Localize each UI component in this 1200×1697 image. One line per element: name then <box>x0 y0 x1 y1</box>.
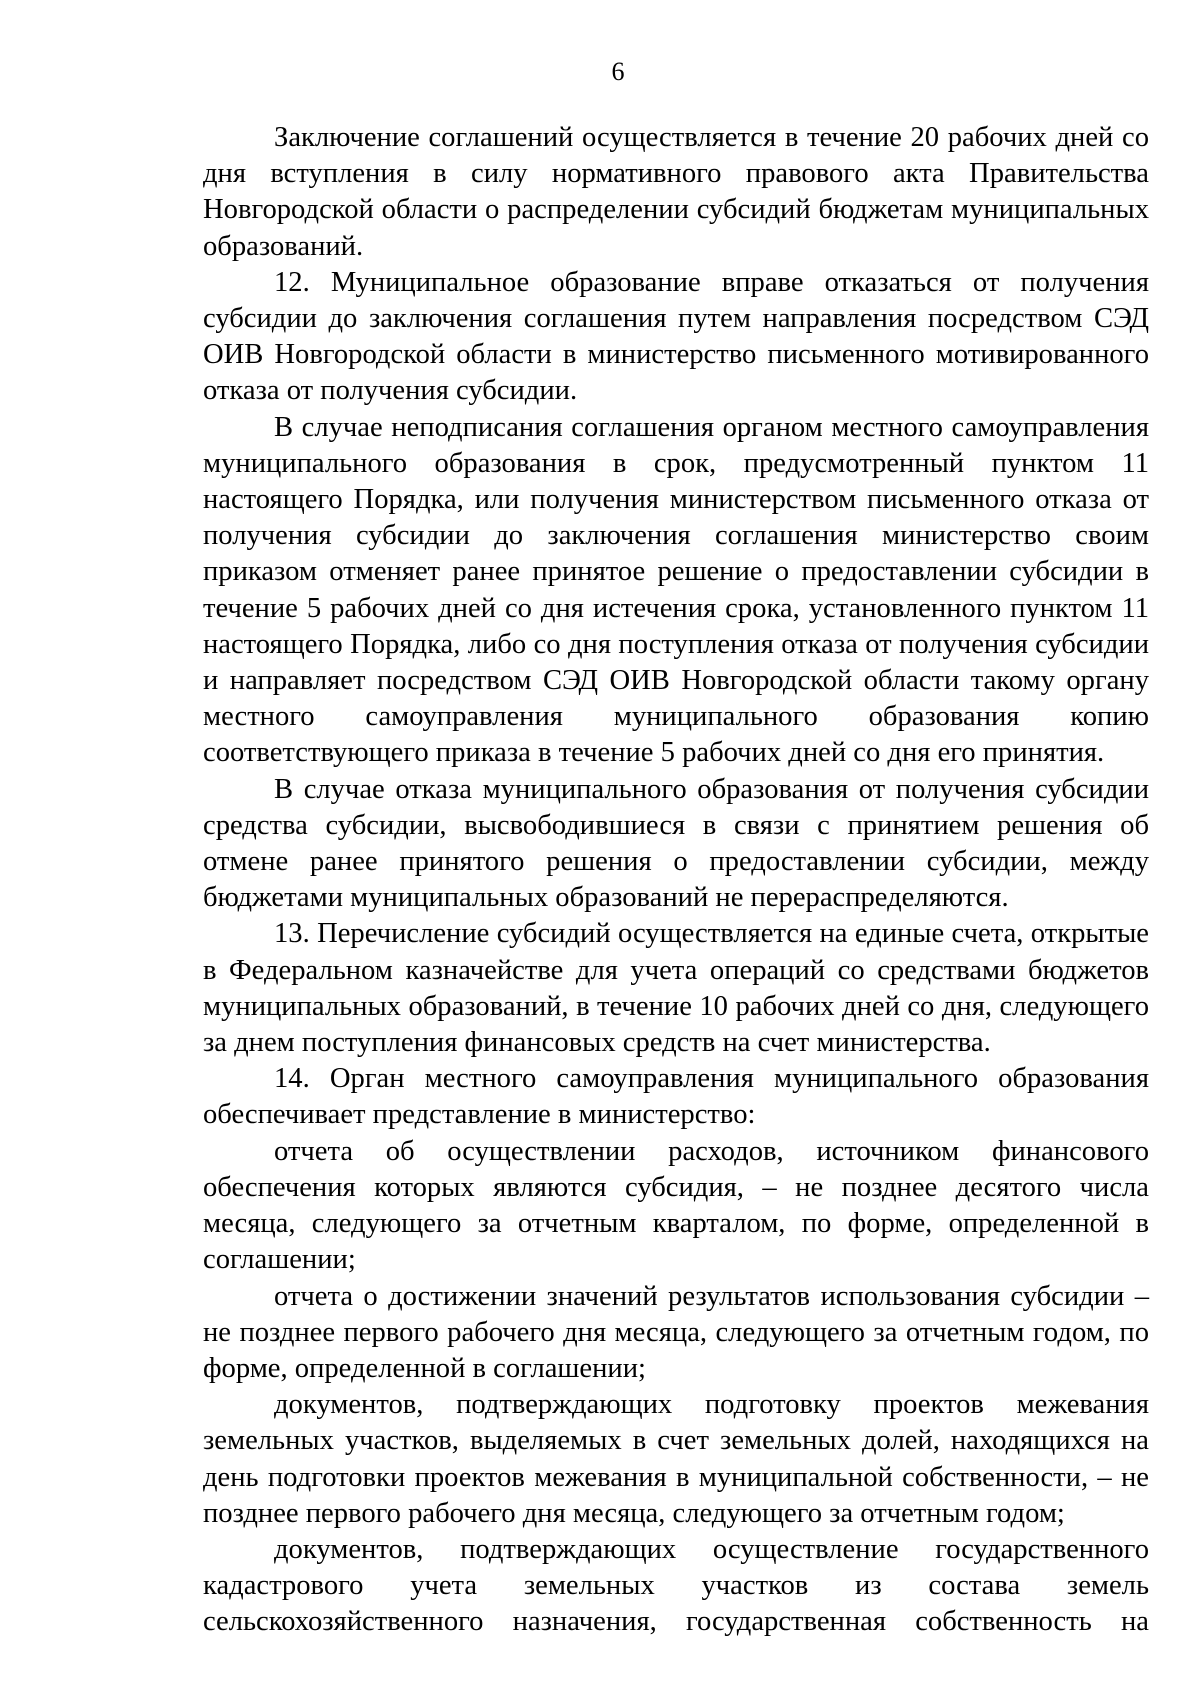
page-number: 6 <box>611 57 625 86</box>
paragraph-item-12: 12. Муниципальное образование вправе отказаться от получения субсидии до заключения соглашения путем направления посредством СЭД ОИВ Новгородской области в министерство письменного мотивированного отказа от получения субсидии. <box>203 266 1149 407</box>
paragraph-refusal-funds: В случае отказа муниципального образования от получения субсидии средства субсидии, высвободившиеся в связи с принятием решения об отмене ранее принятого решения о предоставлении субсидии, между бюджетами муниципальных образований не перераспределяются. <box>203 773 1149 914</box>
document-body <box>203 120 1149 1641</box>
paragraph-expense-report: отчета об осуществлении расходов, источником финансового обеспечения которых являются субсидия, – не позднее десятого числа месяца, следующего за отчетным кварталом, по форме, определенной в соглашении; <box>203 1135 1149 1276</box>
paragraph-survey-documents: документов, подтверждающих подготовку проектов межевания земельных участков, выделяемых в счет земельных долей, находящихся на день подготовки проектов межевания в муниципальной собственности, – не позднее первого рабочего дня месяца, следующего за отчетным годом; <box>203 1389 1149 1529</box>
paragraph-item-13: 13. Перечисление субсидий осуществляется на единые счета, открытые в Федеральном казначействе для учета операций со средствами бюджетов муниципальных образований, в течение 10 рабочих дней со дня, следующего за днем поступления финансовых средств на счет министерства. <box>203 918 1149 1059</box>
paragraph-agreement-conclusion: Заключение соглашений осуществляется в течение 20 рабочих дней со дня вступления в силу нормативного правового акта Правительства Новгородской области о распределении субсидий бюджетам муниципальных образований. <box>203 122 1149 262</box>
paragraph-item-14: 14. Орган местного самоуправления муниципального образования обеспечивает представление в министерство: <box>203 1063 1149 1131</box>
paragraph-non-signing: В случае неподписания соглашения органом местного самоуправления муниципального образования в срок, предусмотренный пунктом 11 настоящего Порядка, или получения министерством письменного отказа от получения субсидии до заключения соглашения министерство своим приказом отменяет ранее принятое решение о предоставлении субсидии в течение 5 рабочих дней со дня истечения срока, установленного пунктом 11 настоящего Порядка, либо со дня поступления отказа от получения субсидии и направляет посредством СЭД ОИВ Новгородской области такому органу местного самоуправления муниципального образования копию соответствующего приказа в течение 5 рабочих дней со дня его принятия. <box>203 411 1149 769</box>
paragraph-cadastral-documents: документов, подтверждающих осуществление государственного кадастрового учета земельных участков из состава земель сельскохозяйственного назначения, государственная собственность на <box>203 1533 1149 1638</box>
paragraph-results-report: отчета о достижении значений результатов использования субсидии – не позднее первого рабочего дня месяца, следующего за отчетным годом, по форме, определенной в соглашении; <box>203 1280 1149 1384</box>
